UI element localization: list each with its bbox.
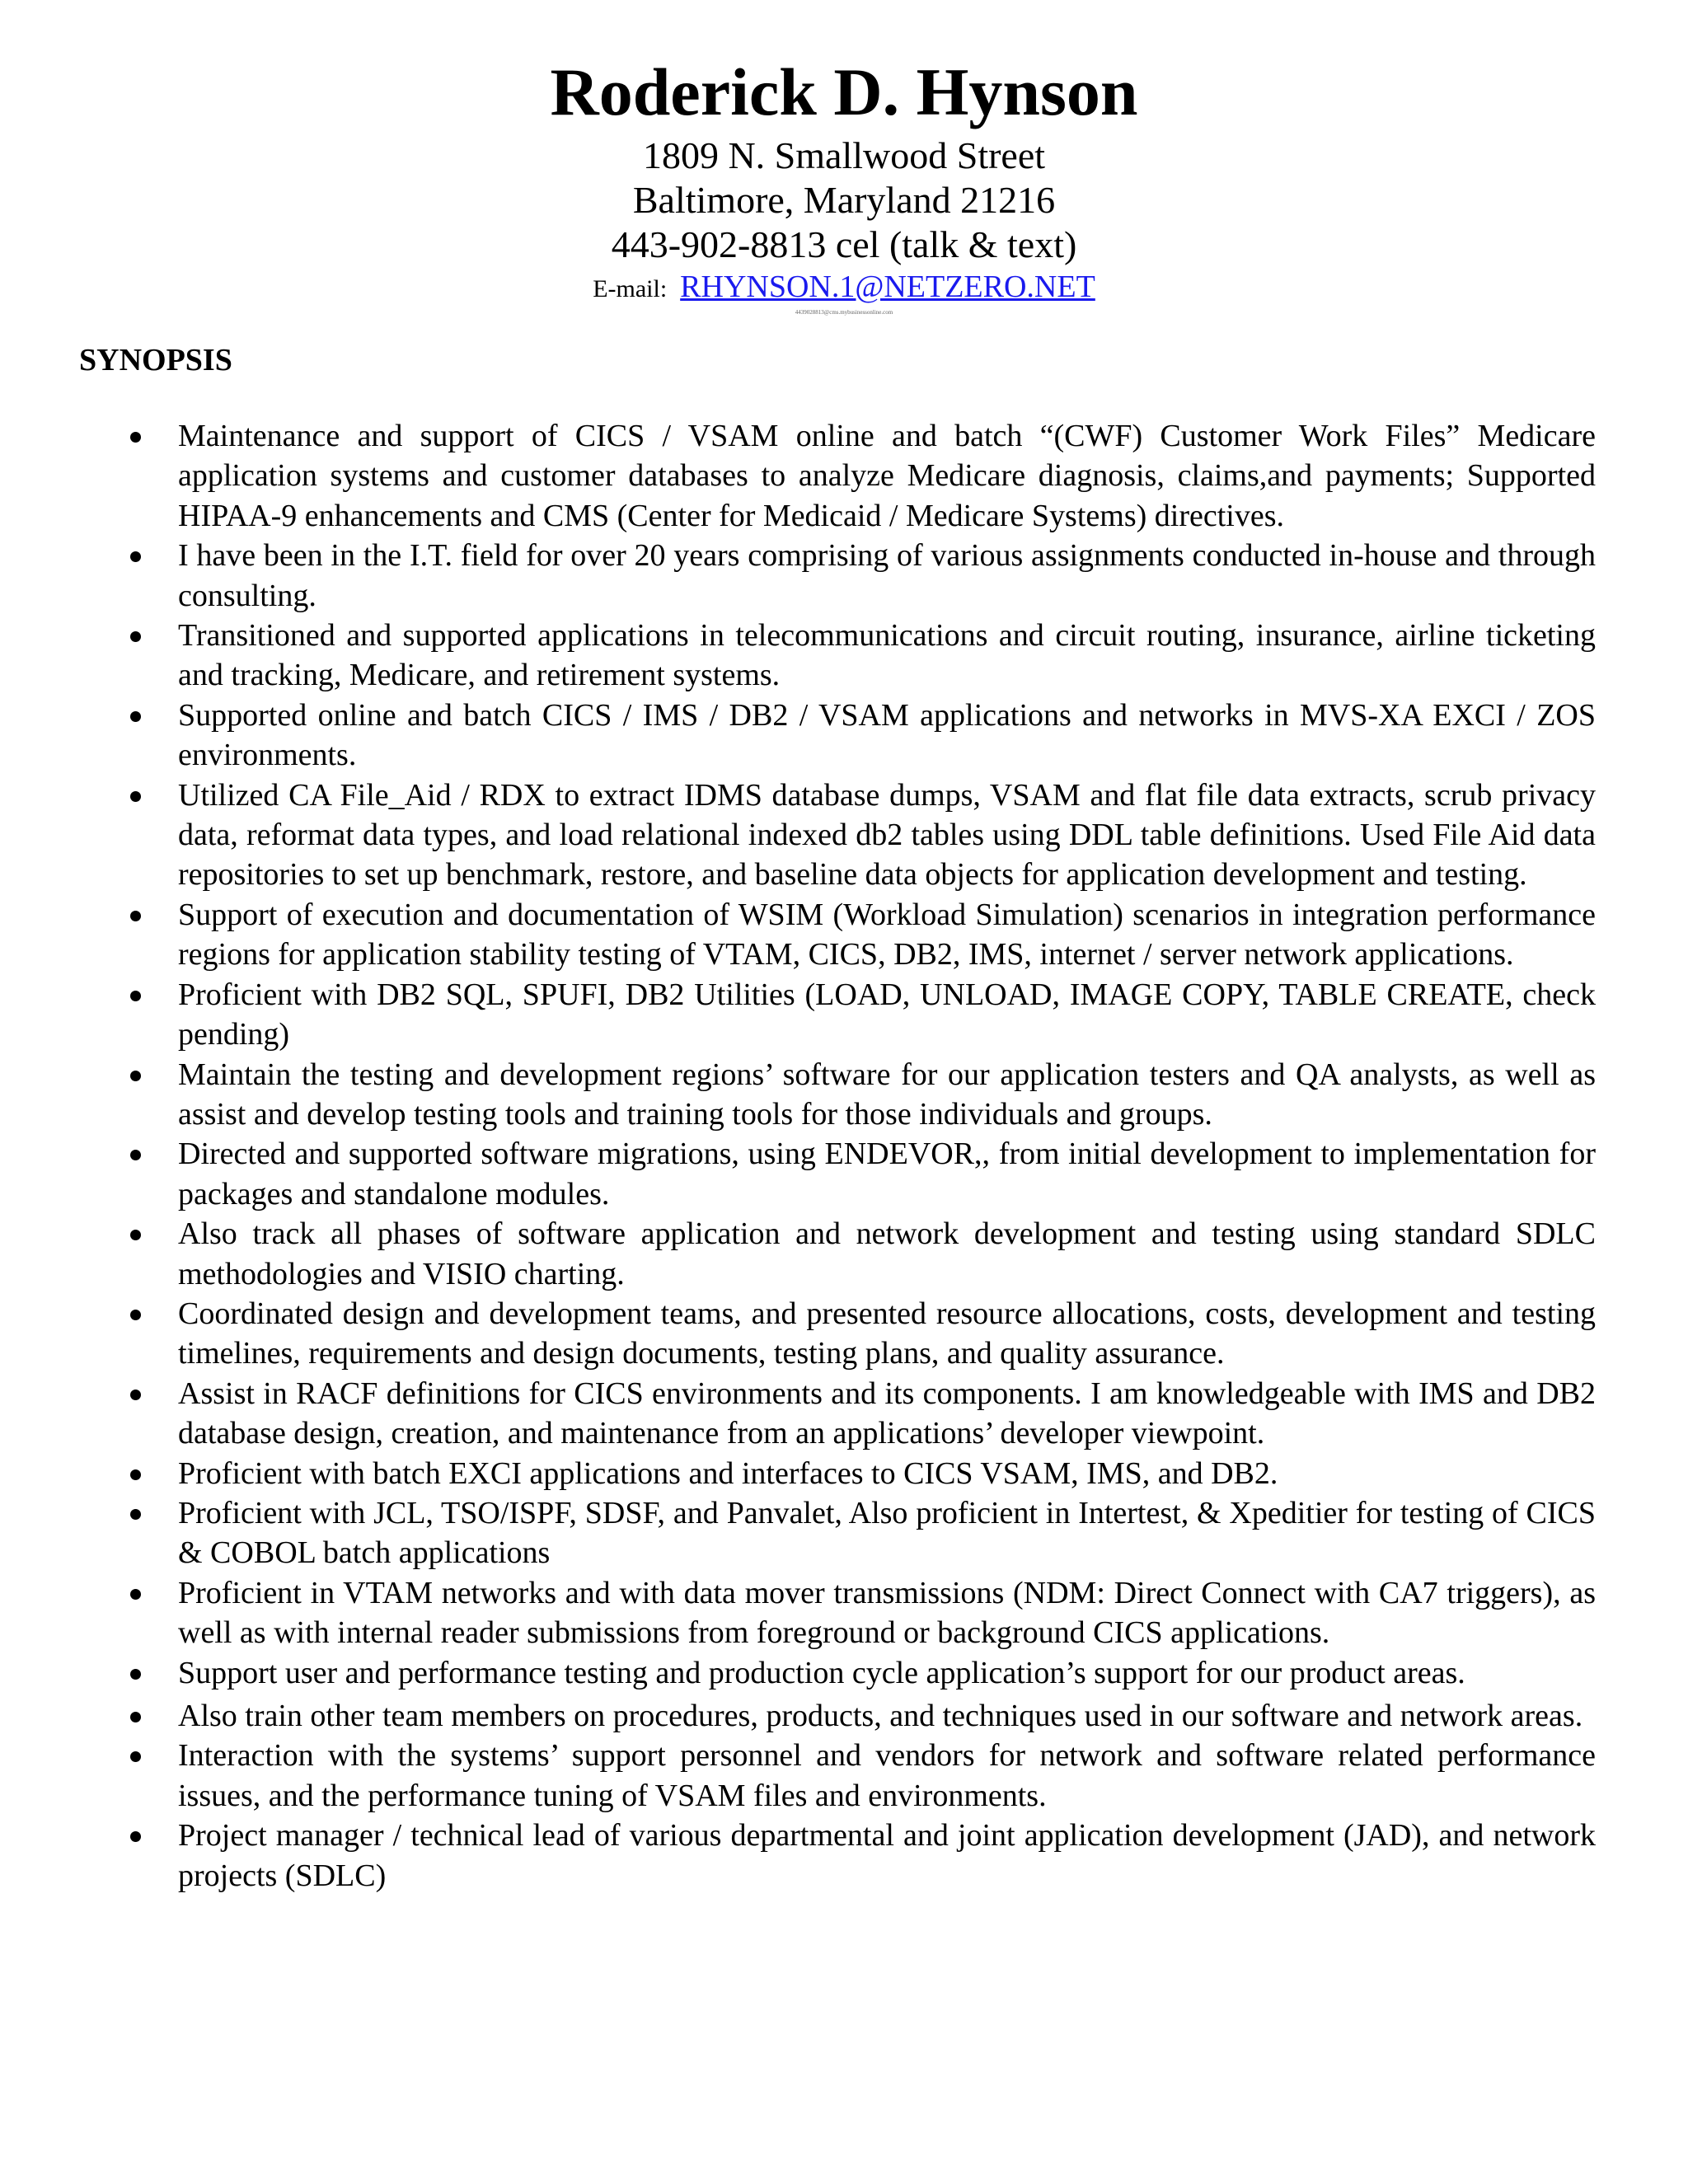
synopsis-item: Proficient with DB2 SQL, SPUFI, DB2 Utilities (LOAD, UNLOAD, IMAGE COPY, TABLE CREATE, check pending) (124, 975, 1596, 1055)
synopsis-item: Maintenance and support of CICS / VSAM online and batch “(CWF) Customer Work Files” Medicare application systems and customer databases to analyze Medicare diagnosis, claims,and payments; Supported HIPAA-9 enhancements and CMS (Center for Medicaid / Medicare Systems) directives. (124, 416, 1596, 536)
synopsis-item: Interaction with the systems’ support personnel and vendors for network and software related performance issues, and the performance tuning of VSAM files and environments. (124, 1736, 1596, 1816)
synopsis-item: Support of execution and documentation of WSIM (Workload Simulation) scenarios in integration performance regions for application stability testing of VTAM, CICS, DB2, IMS, internet / server network applications. (124, 895, 1596, 975)
synopsis-item: Proficient with batch EXCI applications and interfaces to CICS VSAM, IMS, and DB2. (124, 1454, 1596, 1493)
synopsis-item: Project manager / technical lead of various departmental and joint application development (JAD), and network projects (SDLC) (124, 1816, 1596, 1896)
email-line (0, 267, 1688, 309)
street-address: 1809 N. Smallwood Street (642, 134, 1046, 176)
synopsis-item: Proficient with JCL, TSO/ISPF, SDSF, and Panvalet, Also proficient in Intertest, & Xpeditier for testing of CICS & COBOL batch applications (124, 1493, 1596, 1573)
email-label: E-mail: (593, 275, 668, 302)
synopsis-item: Utilized CA File_Aid / RDX to extract IDMS database dumps, VSAM and flat file data extracts, scrub privacy data, reformat data types, and load relational indexed db2 tables using DDL table definitions. Used File Aid data repositories to set up benchmark, restore, and baseline data objects for application development and testing. (124, 776, 1596, 895)
email-link[interactable]: RHYNSON.1@NETZERO.NET (680, 269, 1095, 304)
synopsis-item: Coordinated design and development teams, and presented resource allocations, costs, development and testing timelines, requirements and design documents, testing plans, and quality assurance. (124, 1294, 1596, 1374)
synopsis-item: Proficient in VTAM networks and with data mover transmissions (NDM: Direct Connect with CA7 triggers), as well as with internal reader submissions from foreground or background CICS applications. (124, 1573, 1596, 1653)
synopsis-list (124, 416, 1596, 1896)
synopsis-item: Transitioned and supported applications in telecommunications and circuit routing, insurance, airline ticketing and tracking, Medicare, and retirement systems. (124, 616, 1596, 696)
synopsis-item: Support user and performance testing and production cycle application’s support for our product areas. (124, 1653, 1596, 1693)
synopsis-item: Supported online and batch CICS / IMS / DB2 / VSAM applications and networks in MVS-XA EXCI / ZOS environments. (124, 696, 1596, 776)
email-footnote: 4439028813@cms.mybusinessonline.com (795, 309, 893, 316)
synopsis-item: Also track all phases of software application and network development and testing using standard SDLC methodologies and VISIO charting. (124, 1214, 1596, 1294)
synopsis-heading: SYNOPSIS (79, 343, 232, 377)
city-state-zip: Baltimore, Maryland 21216 (632, 179, 1056, 221)
candidate-name: Roderick D. Hynson (550, 54, 1138, 129)
resume-header (0, 51, 1688, 316)
synopsis-item: Directed and supported software migrations, using ENDEVOR,, from initial development to implementation for packages and standalone modules. (124, 1134, 1596, 1214)
synopsis-item: I have been in the I.T. field for over 20 years comprising of various assignments conducted in-house and through consulting. (124, 536, 1596, 616)
phone-number: 443-902-8813 cel (talk & text) (611, 223, 1077, 265)
synopsis-item: Maintain the testing and development regions’ software for our application testers and QA analysts, as well as assist and develop testing tools and training tools for those individuals and groups. (124, 1055, 1596, 1135)
synopsis-item: Assist in RACF definitions for CICS environments and its components. I am knowledgeable with IMS and DB2 database design, creation, and maintenance from an applications’ developer viewpoint. (124, 1374, 1596, 1454)
synopsis-item: Also train other team members on procedures, products, and techniques used in our software and network areas. (124, 1696, 1596, 1736)
